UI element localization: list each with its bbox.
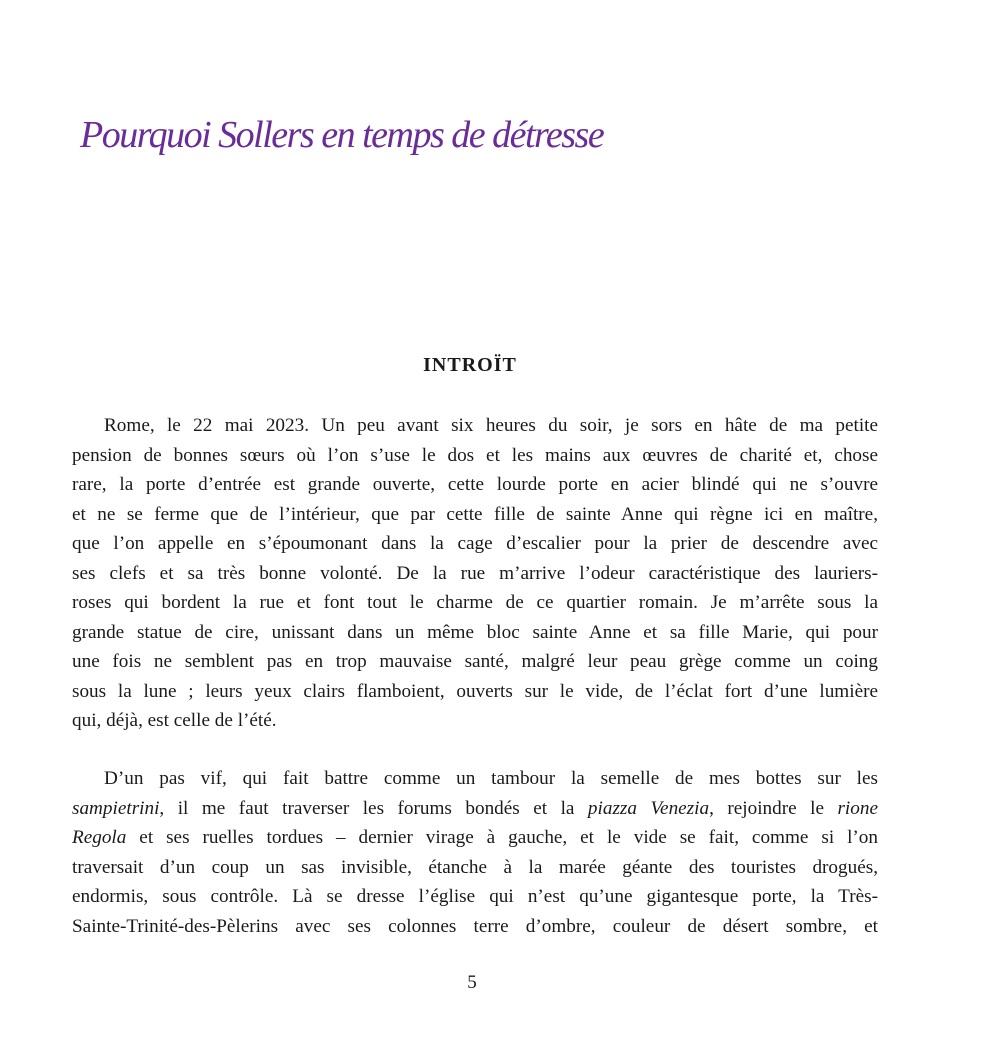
text-line: grande statue de cire, unissant dans un même bloc sainte Anne et sa fille Marie, qui pour [72,621,878,643]
text-fragment: , il me faut traverser les forums bondés et la [159,797,588,819]
text-line: que l’on appelle en s’époumonant dans la cage d’escalier pour la prier de descendre avec [72,533,878,554]
chapter-title: Pourquoi Sollers en temps de détresse [80,114,604,156]
text-line: rare, la porte d’entrée est grande ouverte, cette lourde porte en acier blindé qui ne s’ouvre [72,474,878,495]
text-line: roses qui bordent la rue et font tout le charme de ce quartier romain. Je m’arrête sous la [72,592,878,613]
italic-term: Regola [72,827,127,848]
text-line: Rome, le 22 mai 2023. Un peu avant six heures du soir, je sors en hâte de ma petite [104,415,878,436]
italic-term: piazza Venezia [587,797,710,819]
text-line: endormis, sous contrôle. Là se dresse l’église qui n’est qu’une gigantesque porte, la Très- [72,886,878,907]
text-fragment: et ses ruelles tordues – dernier virage à gauche, et le vide se fait, comme si l’on [126,827,878,848]
paragraph-2 [72,764,878,941]
paragraph-1 [72,411,878,736]
text-line-mixed [72,794,878,824]
text-line: Sainte-Trinité-des-Pèlerins avec ses colonnes terre d’ombre, couleur de désert sombre, et [72,915,878,937]
text-line: et ne se ferme que de l’intérieur, que par cette fille de sainte Anne qui règne ici en maître, [72,503,878,525]
text-line: ses clefs et sa très bonne volonté. De la rue m’arrive l’odeur caractéristique des lauriers- [72,562,878,584]
text-line: pension de bonnes sœurs où l’on s’use le dos et les mains aux œuvres de charité et, chose [72,444,878,466]
section-heading: INTROÏT [423,354,517,376]
text-line: traversait d’un coup un sas invisible, étanche à la marée géante des touristes drogués, [72,856,878,878]
text-line: D’un pas vif, qui fait battre comme un tambour la semelle de mes bottes sur les [104,768,878,789]
text-line-mixed [72,823,878,853]
text-line: qui, déjà, est celle de l’été. [72,710,277,731]
italic-term: rione [837,797,878,819]
italic-term: sampietrini [72,797,160,819]
page-number: 5 [467,972,477,993]
text-fragment: , rejoindre le [709,797,838,819]
text-line: sous la lune ; leurs yeux clairs flamboient, ouverts sur le vide, de l’éclat fort d’une lumière [72,680,878,702]
text-line: une fois ne semblent pas en trop mauvaise santé, malgré leur peau grège comme un coing [72,651,878,672]
